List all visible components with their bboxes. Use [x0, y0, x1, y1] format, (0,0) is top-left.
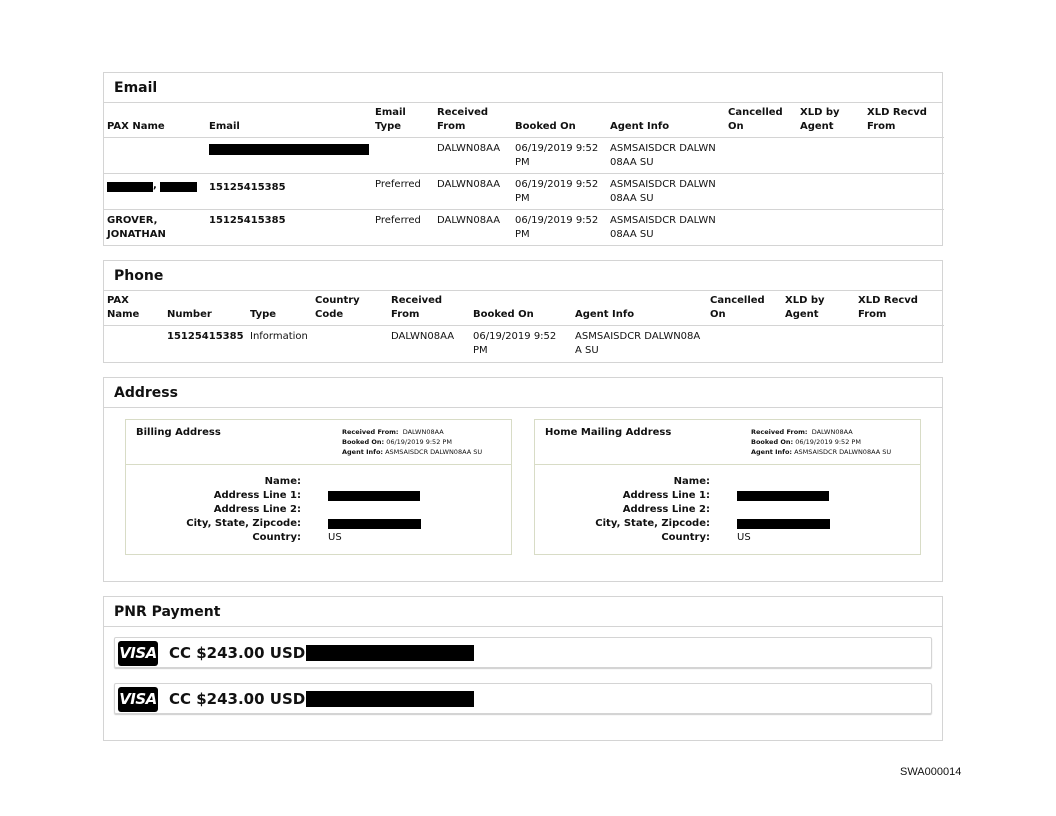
email-col-booked-on: Booked On: [512, 103, 607, 138]
phone-col-received-from: Received From: [388, 291, 470, 326]
email-pax-cell: [104, 138, 206, 174]
billing-address-meta: [342, 427, 482, 457]
phone-header-row: [104, 291, 944, 326]
redaction-bar: [160, 182, 197, 192]
billing-received-from: DALWN08AA: [402, 428, 444, 436]
billing-address-title: Billing Address: [136, 427, 221, 438]
xld-agent-cell: [782, 326, 855, 360]
home-line1-row: [535, 489, 920, 503]
email-cell: [206, 138, 372, 174]
xld-agent-cell: [797, 210, 864, 244]
agent-info-cell: ASMSAISDCR DALWN 08AA SU: [607, 138, 725, 174]
xld-from-cell: [864, 174, 944, 210]
billing-line1-row: [126, 489, 511, 503]
phone-pax-cell: [104, 326, 164, 360]
agent-info-cell: ASMSAISDCR DALWN08A A SU: [575, 331, 701, 356]
table-row: [104, 326, 944, 360]
meta-label-booked: Booked On:: [342, 438, 385, 446]
phone-country-cell: [312, 326, 388, 360]
phone-col-agent-info: Agent Info: [572, 291, 707, 326]
received-from-cell: DALWN08AA: [437, 215, 501, 226]
phone-col-booked-on: Booked On: [470, 291, 572, 326]
billing-line2-row: [126, 503, 511, 517]
xld-from-cell: [864, 138, 944, 174]
payment-panel-title: PNR Payment: [104, 597, 942, 627]
visa-card-icon: VISA: [118, 687, 158, 712]
home-name-row: [535, 475, 920, 489]
home-country-value: US: [737, 532, 751, 543]
billing-address-header: [126, 420, 511, 465]
phone-col-type: Type: [247, 291, 312, 326]
home-address-header: [535, 420, 920, 465]
received-from-cell: DALWN08AA: [434, 138, 512, 174]
field-label-line1: Address Line 1:: [622, 490, 710, 501]
billing-city-row: [126, 517, 511, 531]
email-panel-title: Email: [104, 73, 942, 103]
cancelled-on-cell: [725, 138, 797, 174]
home-agent-info: ASMSAISDCR DALWN08AA SU: [794, 448, 892, 456]
email-col-agent-info: Agent Info: [607, 103, 725, 138]
phone-panel-title: Phone: [104, 261, 942, 291]
cancelled-on-cell: [725, 174, 797, 210]
field-label-country: Country:: [252, 532, 301, 543]
email-col-xld-recvd-from: XLD Recvd From: [864, 103, 944, 138]
home-address-card: [534, 419, 921, 555]
home-country-row: [535, 531, 920, 545]
payment-panel: [103, 596, 943, 741]
meta-label-received: Received From:: [342, 428, 399, 436]
home-address-meta: [751, 427, 891, 457]
received-from-cell: DALWN08AA: [391, 331, 455, 342]
phone-col-number: Number: [164, 291, 247, 326]
cancelled-on-cell: [707, 326, 782, 360]
booked-on-cell: 06/19/2019 9:52 PM: [512, 174, 607, 210]
field-label-line1: Address Line 1:: [213, 490, 301, 501]
redaction-bar: [107, 182, 153, 192]
email-type-cell: Preferred: [375, 215, 421, 226]
meta-label-booked: Booked On:: [751, 438, 794, 446]
phone-col-country-code: Country Code: [312, 291, 388, 326]
home-received-from: DALWN08AA: [811, 428, 853, 436]
booked-on-cell: 06/19/2019 9:52 PM: [515, 215, 599, 240]
table-row: [104, 174, 944, 210]
email-col-email-type: Email Type: [372, 103, 434, 138]
redaction-bar: [328, 491, 420, 501]
payment-item: [114, 683, 932, 714]
agent-info-cell: ASMSAISDCR DALWN 08AA SU: [610, 215, 716, 240]
phone-number-cell: 15125415385: [167, 331, 244, 342]
redaction-bar: [209, 144, 369, 155]
billing-booked-on: 06/19/2019 9:52 PM: [386, 438, 452, 446]
redaction-bar: [306, 645, 474, 661]
meta-label-agent: Agent Info:: [342, 448, 384, 456]
billing-name-row: [126, 475, 511, 489]
home-city-row: [535, 517, 920, 531]
booked-on-cell: 06/19/2019 9:52 PM: [473, 331, 557, 356]
email-pax-cell: GROVER, JONATHAN: [107, 215, 166, 240]
field-label-line2: Address Line 2:: [622, 504, 710, 515]
field-label-city: City, State, Zipcode:: [595, 518, 710, 529]
field-label-line2: Address Line 2:: [213, 504, 301, 515]
email-panel: [103, 72, 943, 246]
field-label-name: Name:: [673, 476, 710, 487]
phone-panel: [103, 260, 943, 363]
home-booked-on: 06/19/2019 9:52 PM: [795, 438, 861, 446]
agent-info-cell: ASMSAISDCR DALWN 08AA SU: [607, 174, 725, 210]
phone-col-cancelled-on: Cancelled On: [707, 291, 782, 326]
email-col-pax-name: PAX Name: [104, 103, 206, 138]
address-panel: [103, 377, 943, 582]
phone-col-xld-by-agent: XLD by Agent: [782, 291, 855, 326]
table-row: [104, 210, 944, 244]
field-label-country: Country:: [661, 532, 710, 543]
billing-country-row: [126, 531, 511, 545]
redaction-bar: [306, 691, 474, 707]
field-label-city: City, State, Zipcode:: [186, 518, 301, 529]
xld-agent-cell: [797, 174, 864, 210]
received-from-cell: DALWN08AA: [434, 174, 512, 210]
field-label-name: Name:: [264, 476, 301, 487]
meta-label-received: Received From:: [751, 428, 808, 436]
email-cell: 15125415385: [206, 174, 372, 210]
email-cell: 15125415385: [209, 215, 286, 226]
phone-type-cell: Information: [250, 331, 308, 342]
bates-number: SWA000014: [900, 766, 962, 778]
redaction-bar: [328, 519, 421, 529]
table-row: [104, 138, 944, 174]
xld-from-cell: [864, 210, 944, 244]
redaction-bar: [737, 519, 830, 529]
home-line2-row: [535, 503, 920, 517]
home-address-title: Home Mailing Address: [545, 427, 672, 438]
phone-col-xld-recvd-from: XLD Recvd From: [855, 291, 944, 326]
billing-country-value: US: [328, 532, 342, 543]
payment-amount: CC $243.00 USD: [169, 644, 306, 662]
email-header-row: [104, 103, 944, 138]
email-pax-cell: ,: [104, 174, 206, 210]
email-col-email: Email: [206, 103, 372, 138]
payment-item: [114, 637, 932, 668]
email-col-received-from: Received From: [434, 103, 512, 138]
phone-col-pax-name: PAX Name: [104, 291, 164, 326]
booked-on-cell: 06/19/2019 9:52 PM: [512, 138, 607, 174]
email-table: [104, 103, 944, 244]
phone-table: [104, 291, 944, 360]
visa-card-icon: VISA: [118, 641, 158, 666]
email-col-xld-by-agent: XLD by Agent: [797, 103, 864, 138]
address-panel-title: Address: [104, 378, 942, 408]
cancelled-on-cell: [725, 210, 797, 244]
payment-amount: CC $243.00 USD: [169, 690, 306, 708]
billing-agent-info: ASMSAISDCR DALWN08AA SU: [385, 448, 483, 456]
email-type-cell: [372, 138, 434, 174]
xld-agent-cell: [797, 138, 864, 174]
xld-from-cell: [855, 326, 944, 360]
meta-label-agent: Agent Info:: [751, 448, 793, 456]
billing-address-card: [125, 419, 512, 555]
email-col-cancelled-on: Cancelled On: [725, 103, 797, 138]
redaction-bar: [737, 491, 829, 501]
email-type-cell: Preferred: [372, 174, 434, 210]
